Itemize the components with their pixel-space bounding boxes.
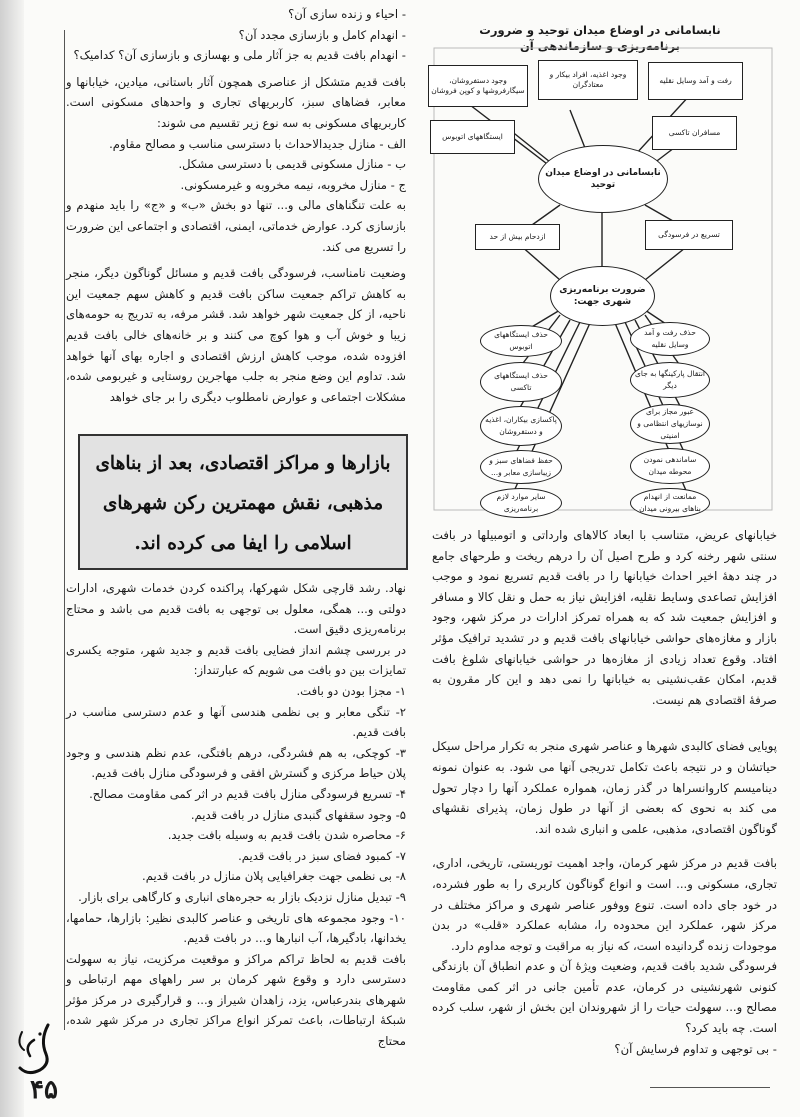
pull-quote: بازارها و مراکز اقتصادی، بعد از بناهای مذهبی، نقش مهمترین رکن شهرهای اسلامی را ایفا می کرده اند. xyxy=(78,434,408,570)
page-binding-shadow xyxy=(0,0,24,1117)
paragraph: در بررسی چشم انداز فضایی بافت قدیم و جدید شهر، متوجه یکسری تمایزات بین دو بافت می شویم که عبارتنداز: xyxy=(66,642,406,678)
diagram-bottom-right-2: انتقال پارکینگها به جای دیگر xyxy=(630,362,710,398)
paragraph: وضعیت نامناسب، فرسودگی بافت قدیم و مسائل گوناگون دیگر، منجر به کاهش تراکم جمعیت ساکن بافت قدیم و کاهش سهم جمعیت این ناحیه، از کل جمعیت شهر خواهد شد. قشر مرفه، به تدریج به حومه‌های زیبا و خوش آب و هوا کوچ می کنند و بر خانه‌های خالی بافت قدیم افزوده شده، موجب کاهش ارزش اقتصادی و اجاره بهای آنها خواهد شد. تداوم این وضع منجر به جلب مهاجرین روستایی و غیربومی شده، مشکلات اجتماعی و عوارض نامطلوب دیگری را بر جای خواهد xyxy=(66,266,406,404)
diagram-top-box-2: وجود اغذیه، افراد بیکار و معتادگران xyxy=(538,60,638,100)
diagram-top-box-5: مسافران تاکسی xyxy=(652,116,737,150)
list-item: ۱- مجزا بودن دو بافت. xyxy=(296,683,406,698)
right-column-text xyxy=(432,525,777,1059)
diagram-bottom-right-4: ساماندهی نمودن محوطه میدان xyxy=(630,448,710,484)
diagram-center-solution: ضرورت برنامه‌ریزی شهری جهت: xyxy=(550,266,655,326)
diagram-top-box-3: وجود دستفروشان، سیگارفروشها و کوپن فروشان xyxy=(428,65,528,107)
diagram-bottom-left-3: پاکسازی بیکاران، اغذیه و دستفروشان xyxy=(480,406,562,446)
list-item: ۳- کوچکی، به هم فشردگی، درهم بافتگی، عدم نظم هندسی و وجود پلان حیاط مرکزی و گسترش افقی و فرسودگی منازل بافت قدیم. xyxy=(66,745,406,781)
diagram-bottom-right-5: ممانعت از انهدام بناهای بیرونی میدان xyxy=(630,488,710,518)
paragraph: به علت تنگناهای مالی و... تنها دو بخش «ب» و «ج» را باید منهدم و بازسازی کرد. عوارض خدماتی، ایمنی، اقتصادی و اجتماعی این ضرورت را تسریع می کند. xyxy=(66,198,406,254)
list-item: ۲- تنگی معابر و بی نظمی هندسی آنها و عدم دسترسی مناسب در بافت قدیم. xyxy=(66,704,406,740)
page-number: ۴۵ xyxy=(30,1075,58,1105)
diagram-bottom-right-3: عبور مجاز برای نوسازیهای انتظامی و امنیتی xyxy=(630,404,710,444)
diagram-bottom-left-4: حفظ فضاهای سبز و زیباسازی معابر و... xyxy=(480,450,562,484)
list-item: - احیاء و زنده سازی آن؟ xyxy=(288,7,406,21)
footer-rule xyxy=(650,1087,770,1088)
list-item: ۸- بی نظمی جهت جغرافیایی پلان منازل در بافت قدیم. xyxy=(142,869,406,884)
paragraph: - بی توجهی و تداوم فرسایش آن؟ xyxy=(614,1041,777,1056)
paragraph: فرسودگی شدید بافت قدیم، وضعیت ویژهٔ آن و عدم انطباق آن بازندگی کنونی شهرنشینی در کرمان، عدم تأمین جانی در اثر کمی مقاومت مصالح و... سهولت حیات را از شهروندان این بخش از شهر، سلب کرده است. چه باید کرد؟ xyxy=(432,959,777,1036)
list-item: ۴- تسریع فرسودگی منازل بافت قدیم در اثر کمی مقاومت مصالح. xyxy=(89,786,406,801)
list-item: ب - منازل مسکونی قدیمی با دسترسی مشکل. xyxy=(178,157,406,172)
list-item: الف - منازل جدیدالاحداث با دسترسی مناسب و مصالح مقاوم. xyxy=(109,136,406,151)
diagram-top-box-1: رفت و آمد وسایل نقلیه xyxy=(648,62,743,100)
list-item: ۱۰- وجود مجموعه های تاریخی و عناصر کالبدی نظیر: بازارها، حمامها، یخدانها، بادگیرها، آب انبارها و... در بافت قدیم. xyxy=(66,910,406,946)
diagram-bottom-left-2: حذف ایستگاههای تاکسی xyxy=(480,362,562,402)
diagram-mid-right: تسریع در فرسودگی xyxy=(645,220,733,250)
list-item: ج - منازل مخروبه، نیمه مخروبه و غیرمسکونی. xyxy=(180,177,406,192)
diagram-center-problem: نابسامانی در اوضاع میدان توحید xyxy=(538,145,668,213)
diagram-bottom-left-5: سایر موارد لازم برنامه‌ریزی xyxy=(480,488,562,518)
paragraph: بافت قدیم متشکل از عناصری همچون آثار باستانی، میادین، خیابانها و معابر، فضاهای سبز، کاربریهای تجاری و واحدهای مسکونی است. کاربریهای مسکونی به سه نوع زیر تقسیم می شوند: xyxy=(66,74,406,130)
column-rule xyxy=(64,30,65,1030)
list-item: - انهدام بافت قدیم به جز آثار ملی و بهسازی و بازسازی آن؟ کدامیک؟ xyxy=(73,48,406,63)
paragraph: پویایی فضای کالبدی شهرها و عناصر شهری منجر به تکرار مراحل سیکل حیاتشان و در نتیجه باعث تکامل تدریجی آنها می شود. به عنوان نمونه دینامیسم کاروانسراها در گذر زمان، همواره عملکرد آنها را دچار تحول می کند به نحوی که بعضی از آنها در طول زمان، پذیرای نقشهای گوناگون اقتصادی، مذهبی، علمی و انباری شده اند. xyxy=(432,739,777,836)
flow-diagram xyxy=(420,20,780,520)
left-column-top-text xyxy=(66,4,406,407)
list-item: ۹- تبدیل منازل نزدیک بازار به حجره‌های انباری و کارگاهی برای بازار. xyxy=(78,889,406,904)
diagram-mid-left: ازدحام بیش از حد xyxy=(475,224,560,250)
diagram-title-line1: نابسامانی در اوضاع میدان توحید و ضرورت xyxy=(479,23,721,37)
left-column-bottom-text xyxy=(66,578,406,1052)
diagram-title-line2: برنامه‌ریزی و سازماندهی آن xyxy=(519,39,680,53)
diagram-top-box-4: ایستگاههای اتوبوس xyxy=(430,120,515,154)
list-item: ۵- وجود سقفهای گنبدی منازل در بافت قدیم. xyxy=(190,807,406,822)
paragraph: بافت قدیم به لحاظ تراکم مراکز و موقعیت مرکزیت، نیاز به سهولت دسترسی دارد و وقوع شهر کرمان بر سر راههای مهم ارتباطی و شهرهای بندرعباس، یزد، زاهدان شیراز و... و قرارگیری در مرکز مؤثر شبکهٔ ارتباطات، باعث تمرکز انواع مراکز تجاری در مرکز شهر شده، محتاج xyxy=(66,951,406,1049)
list-item: ۷- کمبود فضای سبز در بافت قدیم. xyxy=(238,848,406,863)
paragraph: خیابانهای عریض، متناسب با ابعاد کالاهای وارداتی و اتومبیلها در بافت سنتی شهر رخنه کرد و طرح اصیل آن را درهم ریخت و طرحهای جامع در چند دههٔ اخیر احداث خیابانها را در بافت قدیم تسریع نمود و موجب افزایش تصاعدی وسایط نقلیه، افزایش نیاز به حمل و نقل کالا و مسافر و افزایش جمعیت شد که به همراه تمرکز ادارات در مرکز شهر، وجود بازار و مغازه‌های حواشی خیابانهای بافت قدیم و در تشدید ترافیک مؤثر افتاد. وقوع تعداد زیادی از مغازه‌ها در حواشی خیابانهای شلوغ بافت قدیم، امکان عقب‌نشینی به خیابانها را نمی دهد و این کار مقرون به صرفهٔ اقتصادی هم نیست. xyxy=(432,528,777,707)
paragraph: بافت قدیم در مرکز شهر کرمان، واجد اهمیت توریستی، تاریخی، اداری، تجاری، مسکونی و... است و انواع گوناگون کاربری را به طور فشرده، در خود جای داده است. تنوع ووفور عناصر شهری و مراکز مختلف در مرکز شهر، عملکرد این محدوده را، مشابه عملکرد «قلب» در بدن موجودات زنده گردانیده است، که نیاز به مراقبت و توجه مداوم دارد. xyxy=(432,856,777,953)
paragraph: نهاد. رشد قارچی شکل شهرکها، پراکنده کردن خدمات شهری، ادارات دولتی و... همگی، معلول بی توجهی به بافت قدیم می باشد و محتاج برنامه‌ریزی دقیق است. xyxy=(66,581,406,637)
diagram-bottom-left-1: حذف ایستگاههای اتوبوس xyxy=(480,325,562,357)
list-item: - انهدام کامل و بازسازی مجدد آن؟ xyxy=(238,27,406,42)
list-item: ۶- محاصره شدن بافت قدیم به وسیله بافت جدید. xyxy=(167,828,406,843)
diagram-bottom-right-1: حذف رفت و آمد وسایل نقلیه xyxy=(630,322,710,356)
